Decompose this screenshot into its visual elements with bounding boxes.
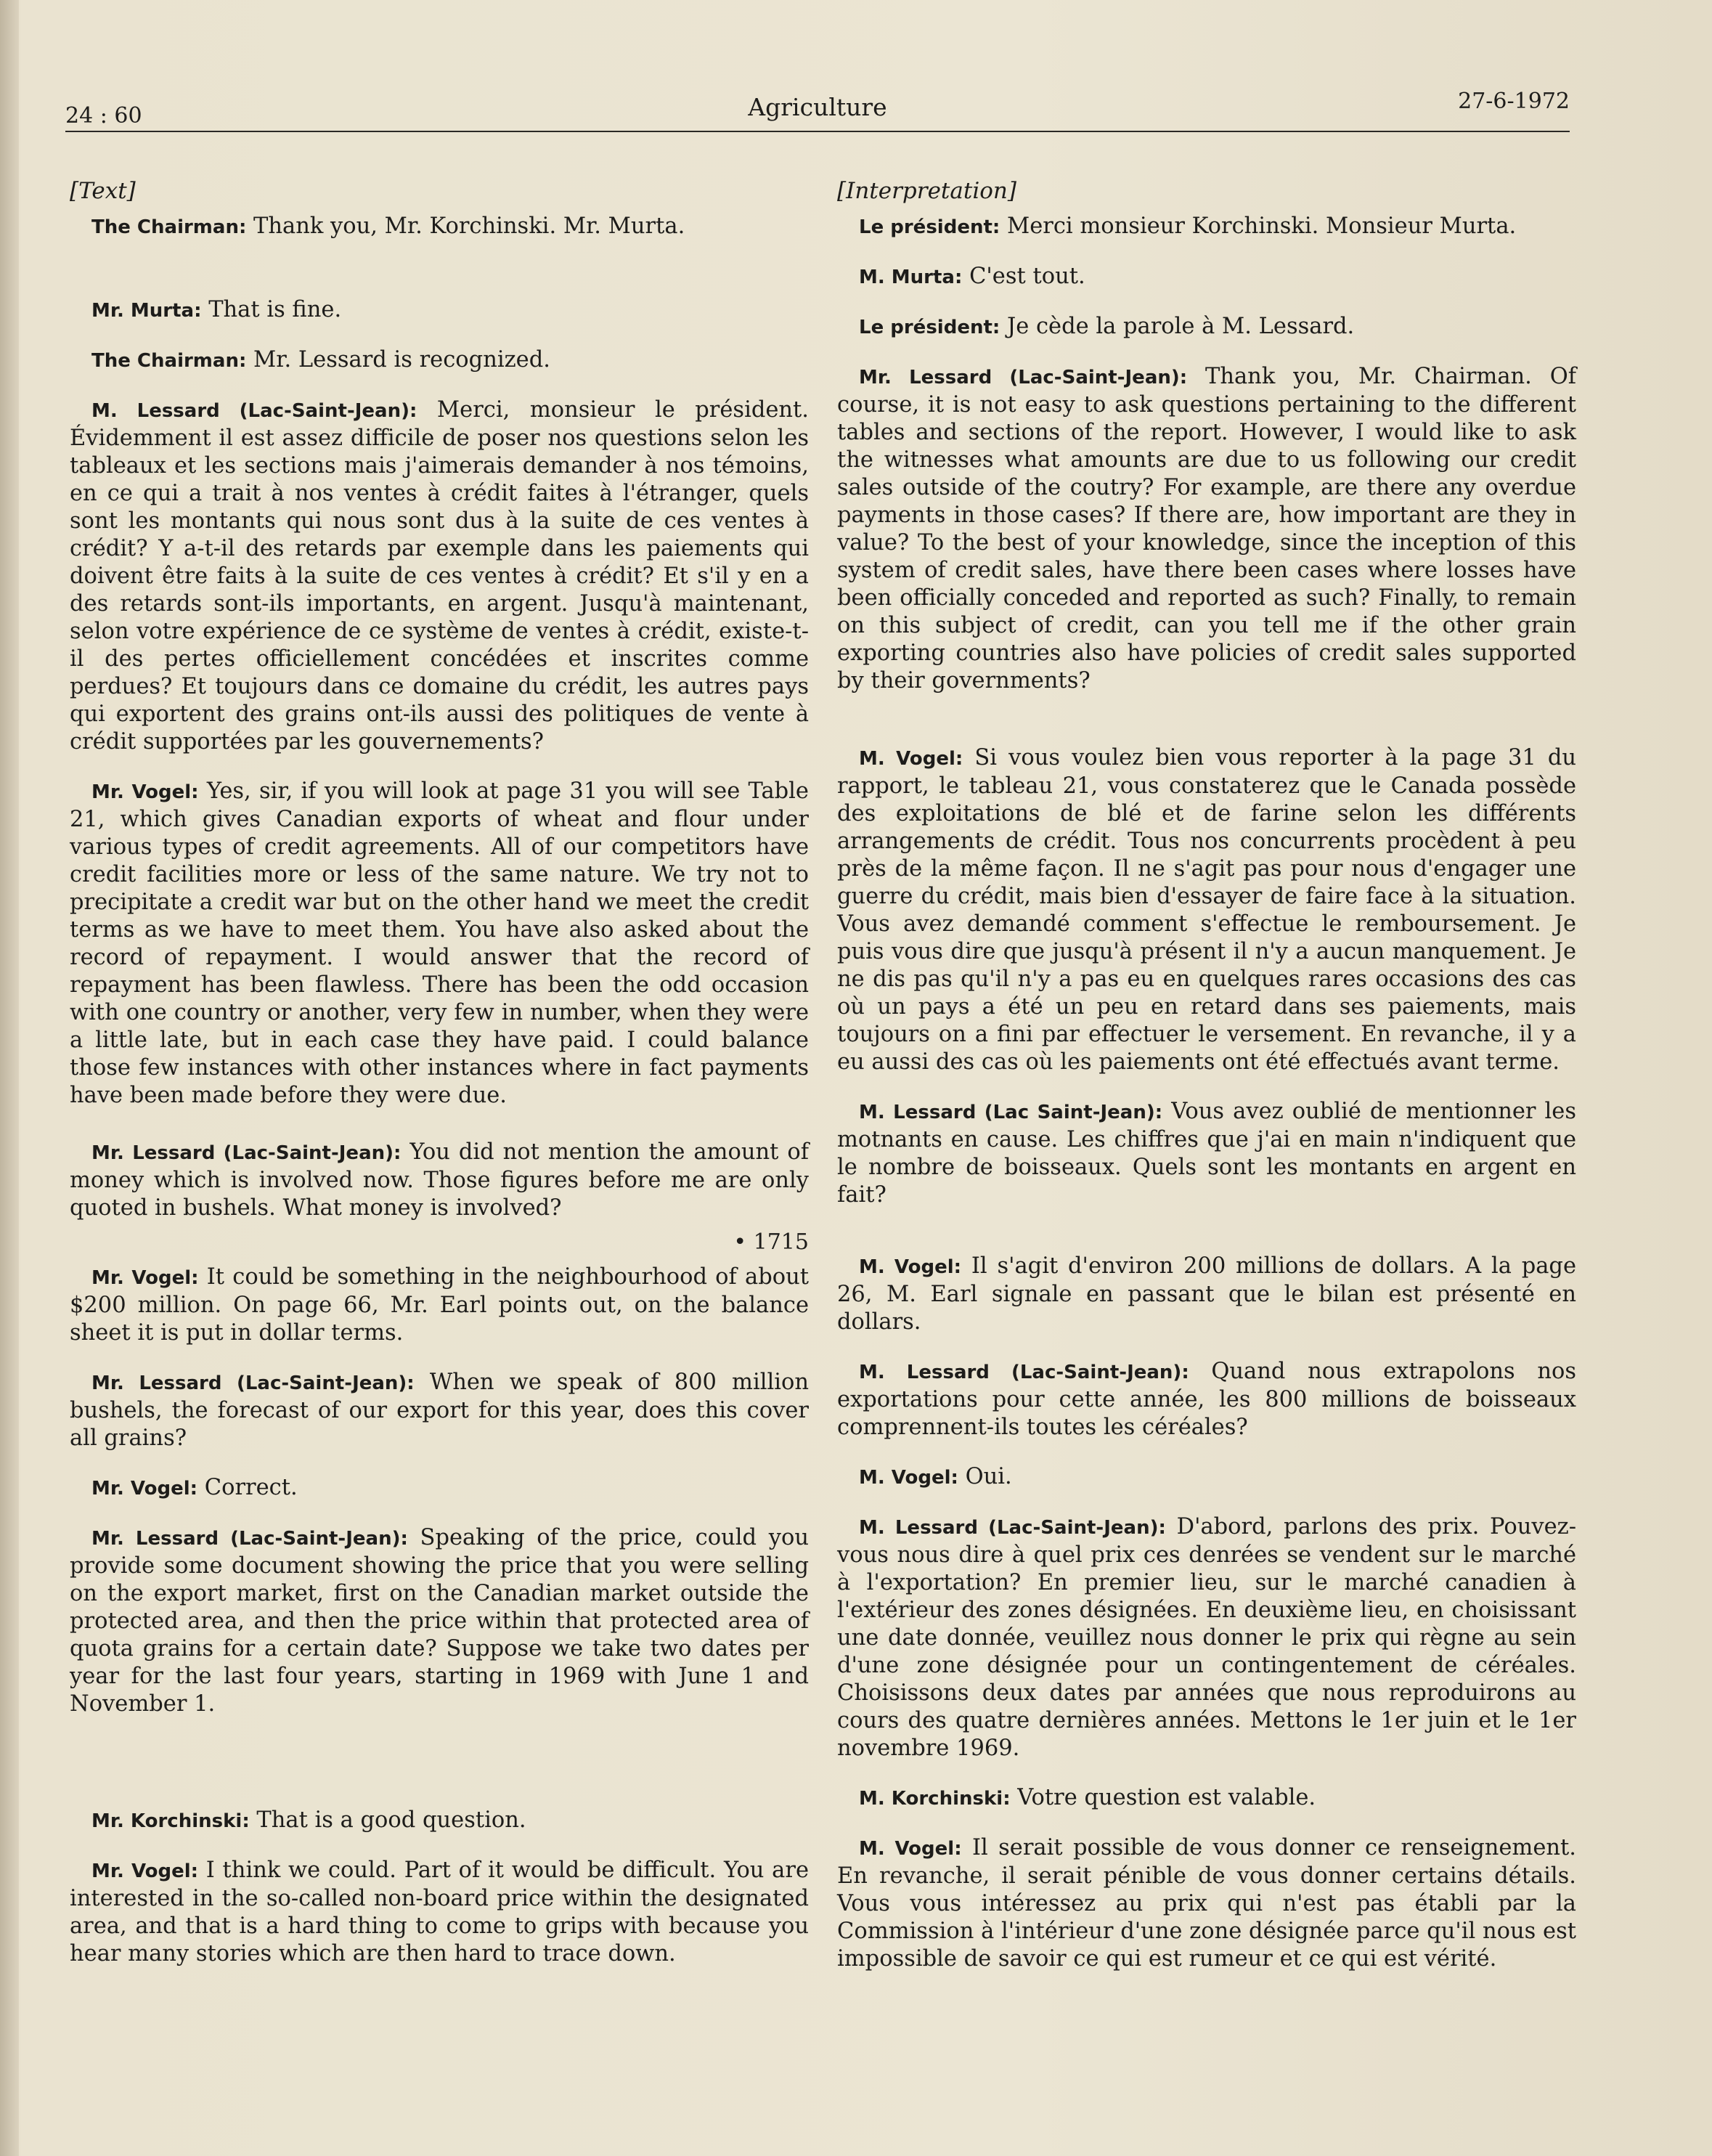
transcript-paragraph [70,1139,809,1222]
speech-text: Thank you, Mr. Korchinski. Mr. Murta. [246,213,685,239]
speaker-name: Mr. Korchinski: [91,1810,250,1832]
speaker-name: M. Vogel: [859,1467,958,1489]
transcript-paragraph [837,1358,1576,1441]
speaker-name: Le président: [859,317,1000,338]
transcript-paragraph [70,213,809,241]
speech-text: Si vous voulez bien vous reporter à la page 31 du rapport, le tableau 21, vous constaterez que le Canada possède des exploitations de blé et de farine selon les différents arrangements de crédit. Tous nos concurrents procèdent à peu près de la même façon. Il ne s'agit pas pour nous d'engager une guerre du crédit, mais bien d'essayer de faire face à la situation. Vous avez demandé comment s'effectue le remboursement. Je puis vous dire que jusqu'à présent il n'y a aucun manquement. Je ne dis pas qu'il n'y a pas eu en quelques rares occasions des cas où un pays a été un peu en retard dans ses paiements, mais toujours on a fini par effectuer le versement. En revanche, il y a eu aussi des cas où les paiements ont été effectués avant terme. [837,745,1576,1075]
speaker-name: Mr. Vogel: [91,1267,199,1289]
transcript-paragraph [837,1834,1576,1973]
speaker-name: M. Korchinski: [859,1788,1011,1810]
transcript-paragraph [70,1807,809,1835]
speech-text: Quand nous extrapolons nos exportations pour cette année, les 800 millions de boisseaux comprennent-ils toutes les céréales? [837,1359,1576,1440]
speaker-name: Mr. Murta: [91,300,202,322]
page-number: 24 : 60 [65,103,142,129]
transcript-paragraph [70,778,809,1110]
speech-text: Vous avez oublié de mentionner les motnants en cause. Les chiffres que j'ai en main n'indiquent que le nombre de boisseaux. Quels sont les montants en argent en fait? [837,1099,1576,1208]
page-header [65,81,1570,132]
speech-text: Je cède la parole à M. Lessard. [1000,314,1355,339]
speaker-name: Mr. Lessard (Lac-Saint-Jean): [859,367,1188,389]
speech-text: Mr. Lessard is recognized. [246,347,550,373]
transcript-paragraph [70,1524,809,1718]
section-label: [Text] [70,178,136,204]
speech-text: Thank you, Mr. Chairman. Of course, it is not easy to ask questions pertaining to the different tables and sections of the report. However, I would like to ask the witnesses what amounts are due to us following our credit sales outside of the coutry? For example, are there any overdue payments in those cases? If there are, how important are they in value? To the best of your knowledge, since the inception of this system of credit sales, have there been cases where losses have been officially conceded and reported as such? Finally, to remain on this subject of credit, can you tell me if the other grain exporting countries also have policies of credit sales supported by their governments? [837,364,1576,693]
speech-text: Yes, sir, if you will look at page 31 you will see Table 21, which gives Canadian exports of wheat and flour under various types of credit agreements. All of our competitors have credit facilities more or less of the same nature. We try not to precipitate a credit war but on the other hand we meet the credit terms as we have to meet them. You have also asked about the record of repayment. I would answer that the record of repayment has been flawless. There has been the odd occasion with one country or another, very few in number, when they were a little late, but in each case they have paid. I could balance those few instances with other instances where in fact payments have been made before they were due. [70,778,809,1108]
transcript-paragraph [70,1369,809,1452]
speaker-name: M. Lessard (Lac Saint-Jean): [859,1102,1163,1123]
speech-text: That is fine. [201,297,342,322]
transcript-paragraph [70,296,809,325]
speaker-name: M. Murta: [859,267,963,288]
section-label: [Interpretation] [837,178,1016,204]
speech-text: When we speak of 800 million bushels, the forecast of our export for this year, does this cover all grains? [70,1370,810,1451]
speaker-name: Mr. Vogel: [91,1478,198,1500]
running-title: Agriculture [748,93,887,121]
transcript-paragraph [837,1098,1576,1209]
transcript-paragraph [70,1474,809,1502]
speaker-name: Mr. Lessard (Lac-Saint-Jean): [91,1372,415,1394]
transcript-paragraph [70,1857,809,1968]
speech-text: Correct. [197,1475,298,1500]
transcript-paragraph [837,363,1576,695]
speaker-name: M. Vogel: [859,748,963,770]
transcript-paragraph [837,1784,1576,1813]
speech-text: You did not mention the amount of money which is involved now. Those figures before me are only quoted in bushels. What money is involved? [70,1139,809,1221]
speaker-name: Mr. Vogel: [91,1860,199,1882]
page-date: 27-6-1972 [1458,89,1570,114]
speaker-name: M. Vogel: [859,1256,962,1278]
speech-text: It could be something in the neighbourhood of about $200 million. On page 66, Mr. Earl points out, on the balance sheet it is put in dollar terms. [70,1264,809,1346]
speech-text: C'est tout. [962,264,1085,289]
speech-text: D'abord, parlons des prix. Pouvez-vous nous dire à quel prix ces denrées se vendent sur le marché à l'exportation? En premier lieu, sur le marché canadien à l'extérieur des zones désignées. En deuxième lieu, en choisissant une date donnée, veuillez nous donner le prix qui règne au sein d'une zone désignée pour un contingentement de céréales. Choisissons deux dates par années que nous reproduirons au cours des quatre dernières années. Mettons le 1er juin et le 1er novembre 1969. [837,1514,1576,1761]
speech-text: That is a good question. [249,1807,526,1833]
speaker-name: Mr. Vogel: [91,781,199,803]
speaker-name: M. Lessard (Lac-Saint-Jean): [859,1517,1166,1539]
time-marker: • 1715 [733,1229,809,1255]
speech-text: I think we could. Part of it would be difficult. You are interested in the so-called non-board price within the designated area, and that is a hard thing to come to grips with because you hear many stories which are then hard to trace down. [70,1858,809,1966]
speech-text: Il s'agit d'environ 200 millions de dollars. A la page 26, M. Earl signale en passant que le bilan est présenté en dollars. [837,1253,1577,1335]
speaker-name: Mr. Lessard (Lac-Saint-Jean): [91,1142,401,1164]
speaker-name: The Chairman: [91,216,247,238]
page-binding-edge [0,0,19,2156]
speaker-name: The Chairman: [91,350,247,372]
transcript-paragraph [837,1513,1576,1762]
interpretation-column [837,178,1576,1995]
speaker-name: M. Vogel: [859,1838,962,1860]
transcript-paragraph [837,1253,1576,1336]
speaker-name: Mr. Lessard (Lac-Saint-Jean): [91,1528,408,1550]
transcript-paragraph [837,1463,1576,1492]
speech-text: Speaking of the price, could you provide some document showing the price that you were selling on the export market, first on the Canadian market outside the protected area, and then the price within that protected area of quota grains for a certain date? Suppose we take two dates per year for the last four years, starting in 1969 with June 1 and November 1. [70,1525,809,1717]
speech-text: Il serait possible de vous donner ce renseignement. En revanche, il serait pénible de vous donner certains détails. Vous vous intéressez au prix qui n'est pas établi par la Commission à l'intérieur d'une zone désignée parce qu'il nous est impossible de savoir ce qui est rumeur et ce qui est vérité. [837,1835,1576,1972]
speaker-name: M. Lessard (Lac-Saint-Jean): [859,1362,1189,1383]
speaker-name: M. Lessard (Lac-Saint-Jean): [91,400,417,422]
transcript-paragraph [70,346,809,375]
transcript-paragraph [837,313,1576,341]
speaker-name: Le président: [859,216,1000,238]
transcript-paragraph [837,744,1576,1076]
transcript-paragraph [837,263,1576,291]
english-column [70,178,809,1990]
transcript-paragraph [70,1264,809,1347]
speech-text: Merci monsieur Korchinski. Monsieur Murta. [1000,213,1517,239]
speech-text: Oui. [958,1464,1012,1489]
speech-text: Merci, monsieur le président. Évidemment il est assez difficile de poser nos questions selon les tableaux et les sections mais j'aimerais demander à nos témoins, en ce qui a trait à nos ventes à crédit faites à l'étranger, quels sont les montants qui nous sont dus à la suite de ces ventes à crédit? Y a-t-il des retards par exemple dans les paiements qui doivent être faits à la suite de ces ventes à crédit? Et s'il y en a des retards sont-ils importants, en argent. Jusqu'à maintenant, selon votre expérience de ce système de ventes à crédit, existe-t-il des pertes officiellement concédées et inscrites comme perdues? Et toujours dans ce domaine du crédit, les autres pays qui exportent des grains ont-ils aussi des politiques de vente à crédit supportées par les gouvernements? [70,397,809,754]
speech-text: Votre question est valable. [1010,1785,1316,1810]
transcript-paragraph [837,213,1576,241]
transcript-paragraph [70,396,809,756]
